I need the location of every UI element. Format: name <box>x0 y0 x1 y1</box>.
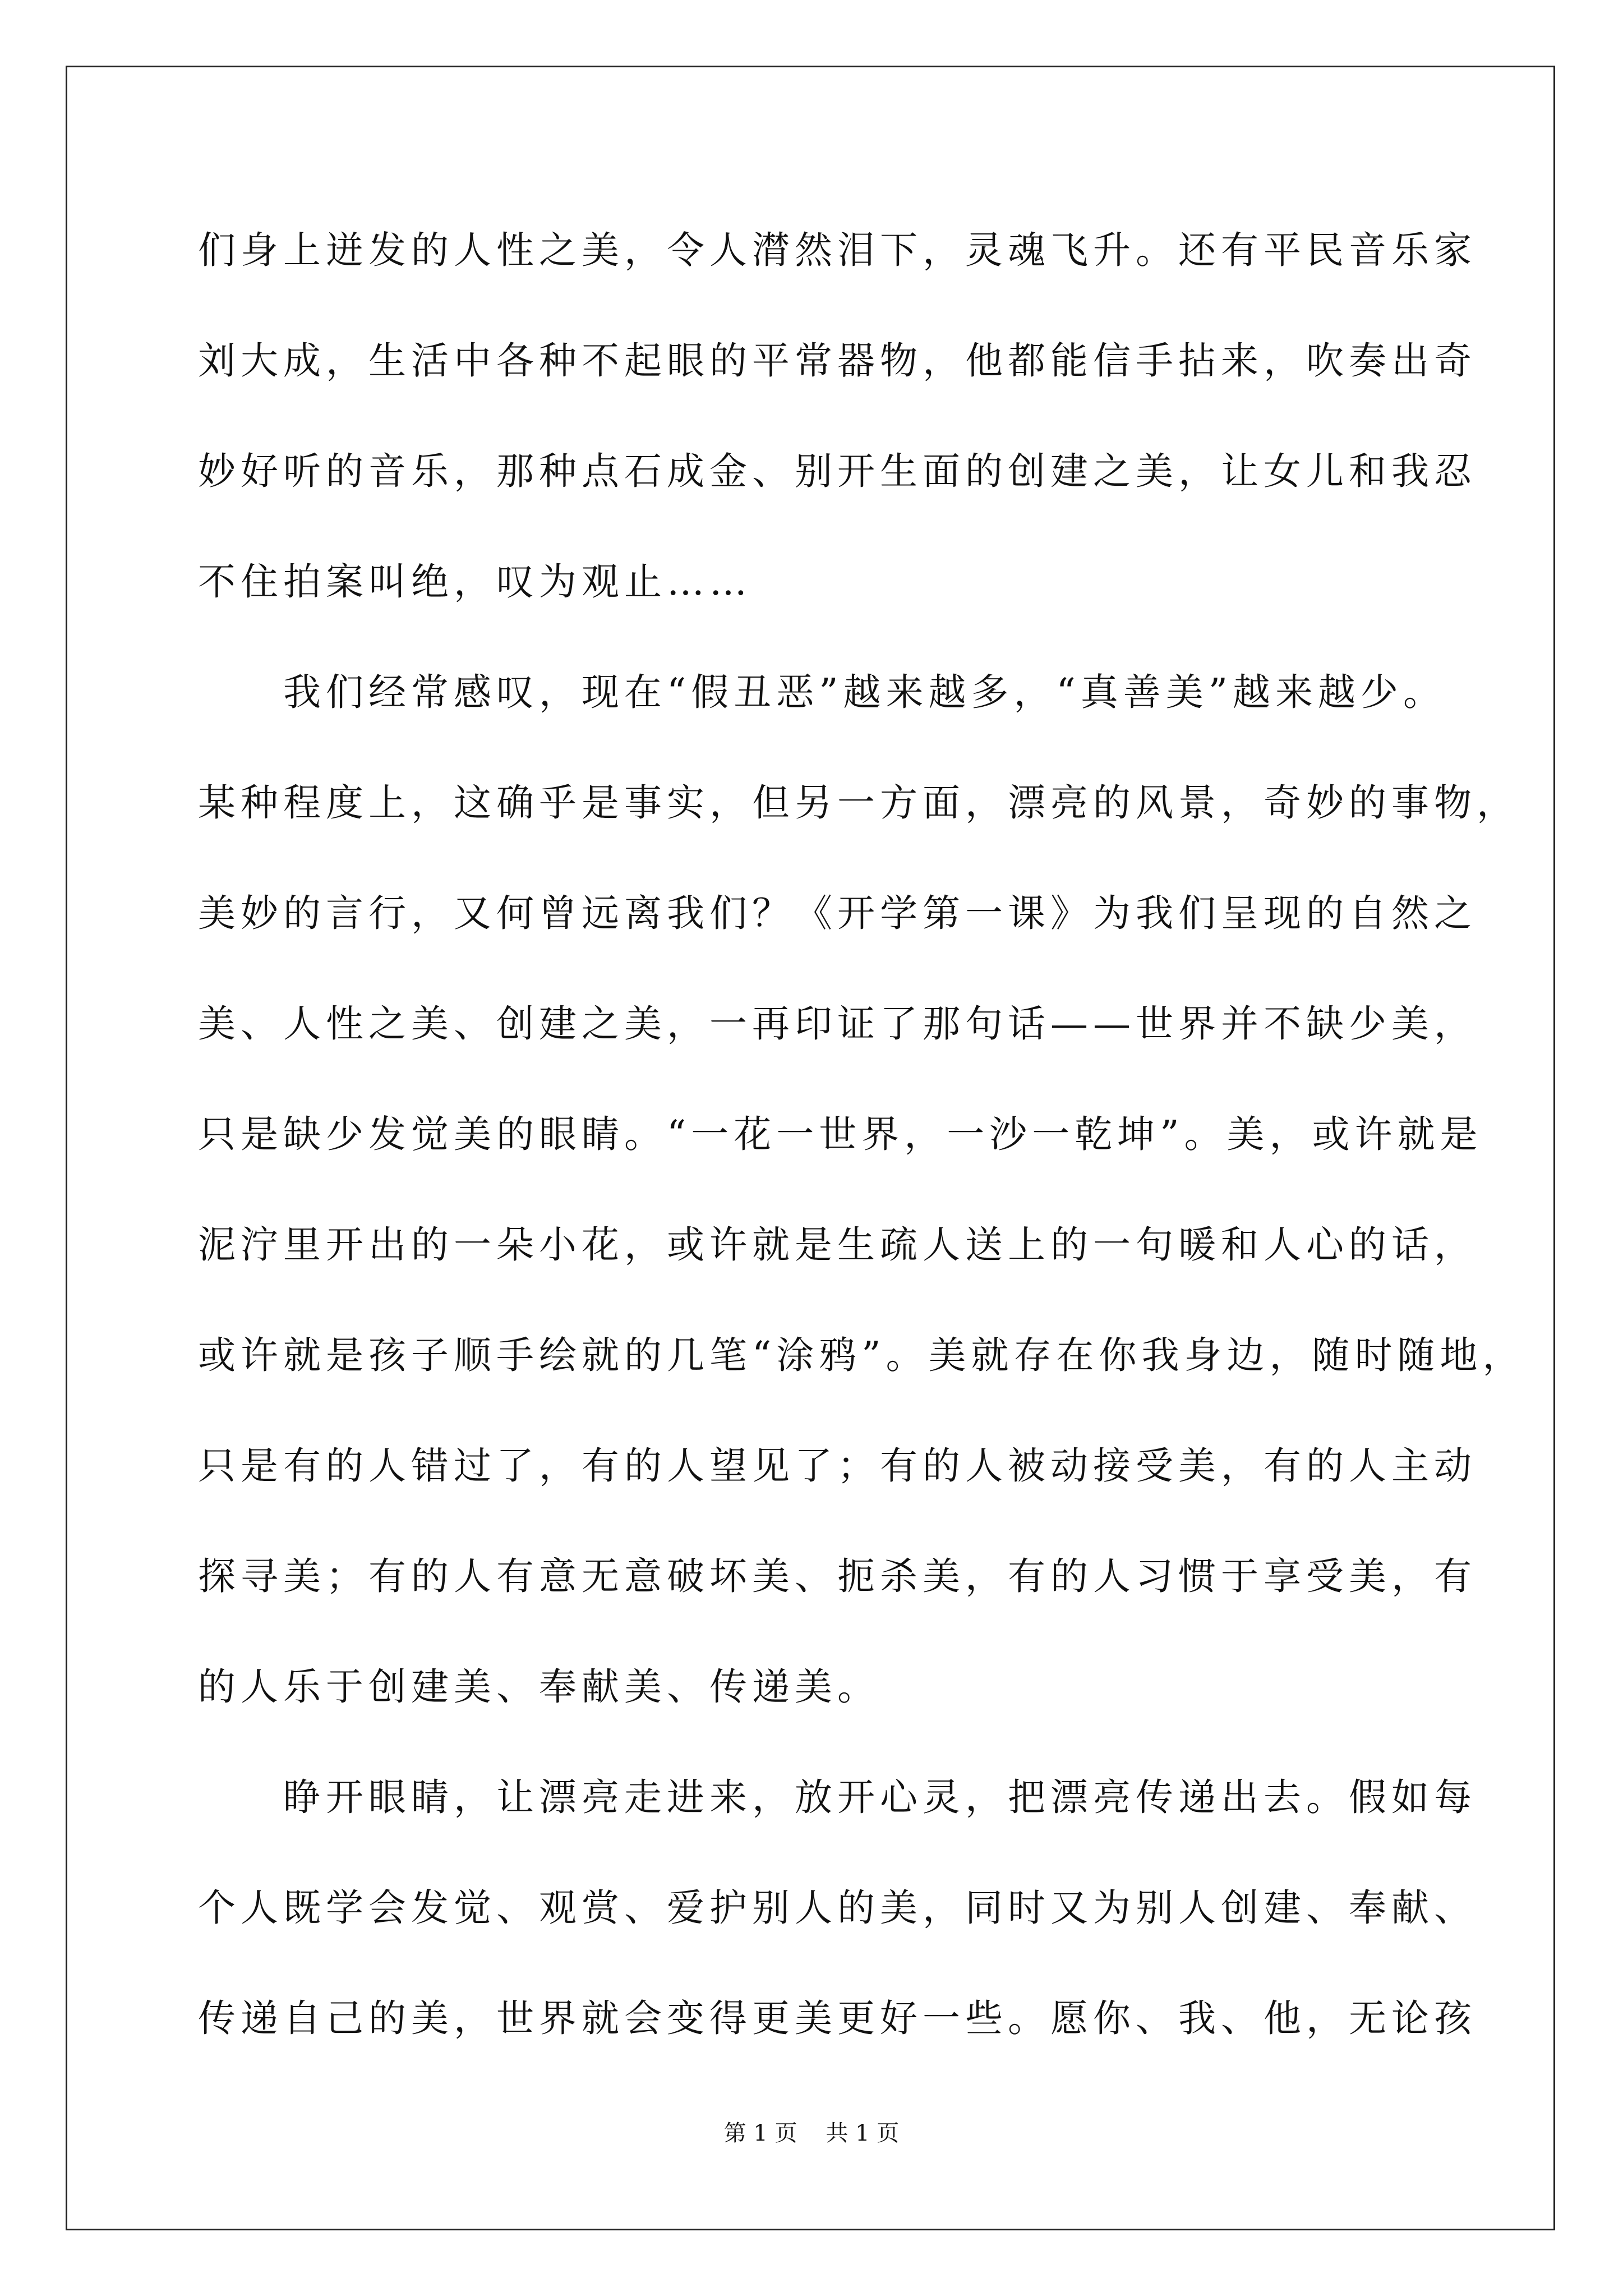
text-line: 只是有的人错过了，有的人望见了；有的人被动接受美，有的人主动 <box>198 1444 1477 1488</box>
text-line: 刘大成，生活中各种不起眼的平常器物，他都能信手拈来，吹奏出奇 <box>198 339 1477 383</box>
text-line: 我们经常感叹，现在“假丑恶”越来越多，“真善美”越来越少。 <box>198 670 1446 714</box>
text-line: 美妙的言行，又何曾远离我们？《开学第一课》为我们呈现的自然之 <box>198 891 1477 935</box>
text-line: 只是缺少发觉美的眼睛。“一花一世界，一沙一乾坤”。美，或许就是 <box>198 1112 1483 1156</box>
text-line: 泥泞里开出的一朵小花，或许就是生疏人送上的一句暖和人心的话， <box>198 1223 1477 1267</box>
text-line: 美、人性之美、创建之美，一再印证了那句话——世界并不缺少美， <box>198 1002 1477 1046</box>
text-line: 个人既学会发觉、观赏、爱护别人的美，同时又为别人创建、奉献、 <box>198 1886 1477 1930</box>
text-line: 或许就是孩子顺手绘就的几笔“涂鸦”。美就存在你我身边，随时随地， <box>198 1333 1525 1377</box>
text-line: 探寻美；有的人有意无意破坏美、扼杀美，有的人习惯于享受美，有 <box>198 1554 1477 1598</box>
text-line: 睁开眼睛，让漂亮走进来，放开心灵，把漂亮传递出去。假如每 <box>198 1775 1477 1819</box>
text-line: 的人乐于创建美、奉献美、传递美。 <box>198 1665 880 1709</box>
text-line: 妙好听的音乐，那种点石成金、别开生面的创建之美，让女儿和我忍 <box>198 449 1477 493</box>
text-line: 不住拍案叫绝，叹为观止…… <box>198 560 752 604</box>
text-line: 们身上迸发的人性之美，令人潸然泪下，灵魂飞升。还有平民音乐家 <box>198 228 1477 272</box>
text-line: 某种程度上，这确乎是事实，但另一方面，漂亮的风景，奇妙的事物， <box>198 781 1519 825</box>
page-footer: 第 1 页 共 1 页 <box>723 2120 900 2146</box>
text-line: 传递自己的美，世界就会变得更美更好一些。愿你、我、他，无论孩 <box>198 1996 1477 2040</box>
